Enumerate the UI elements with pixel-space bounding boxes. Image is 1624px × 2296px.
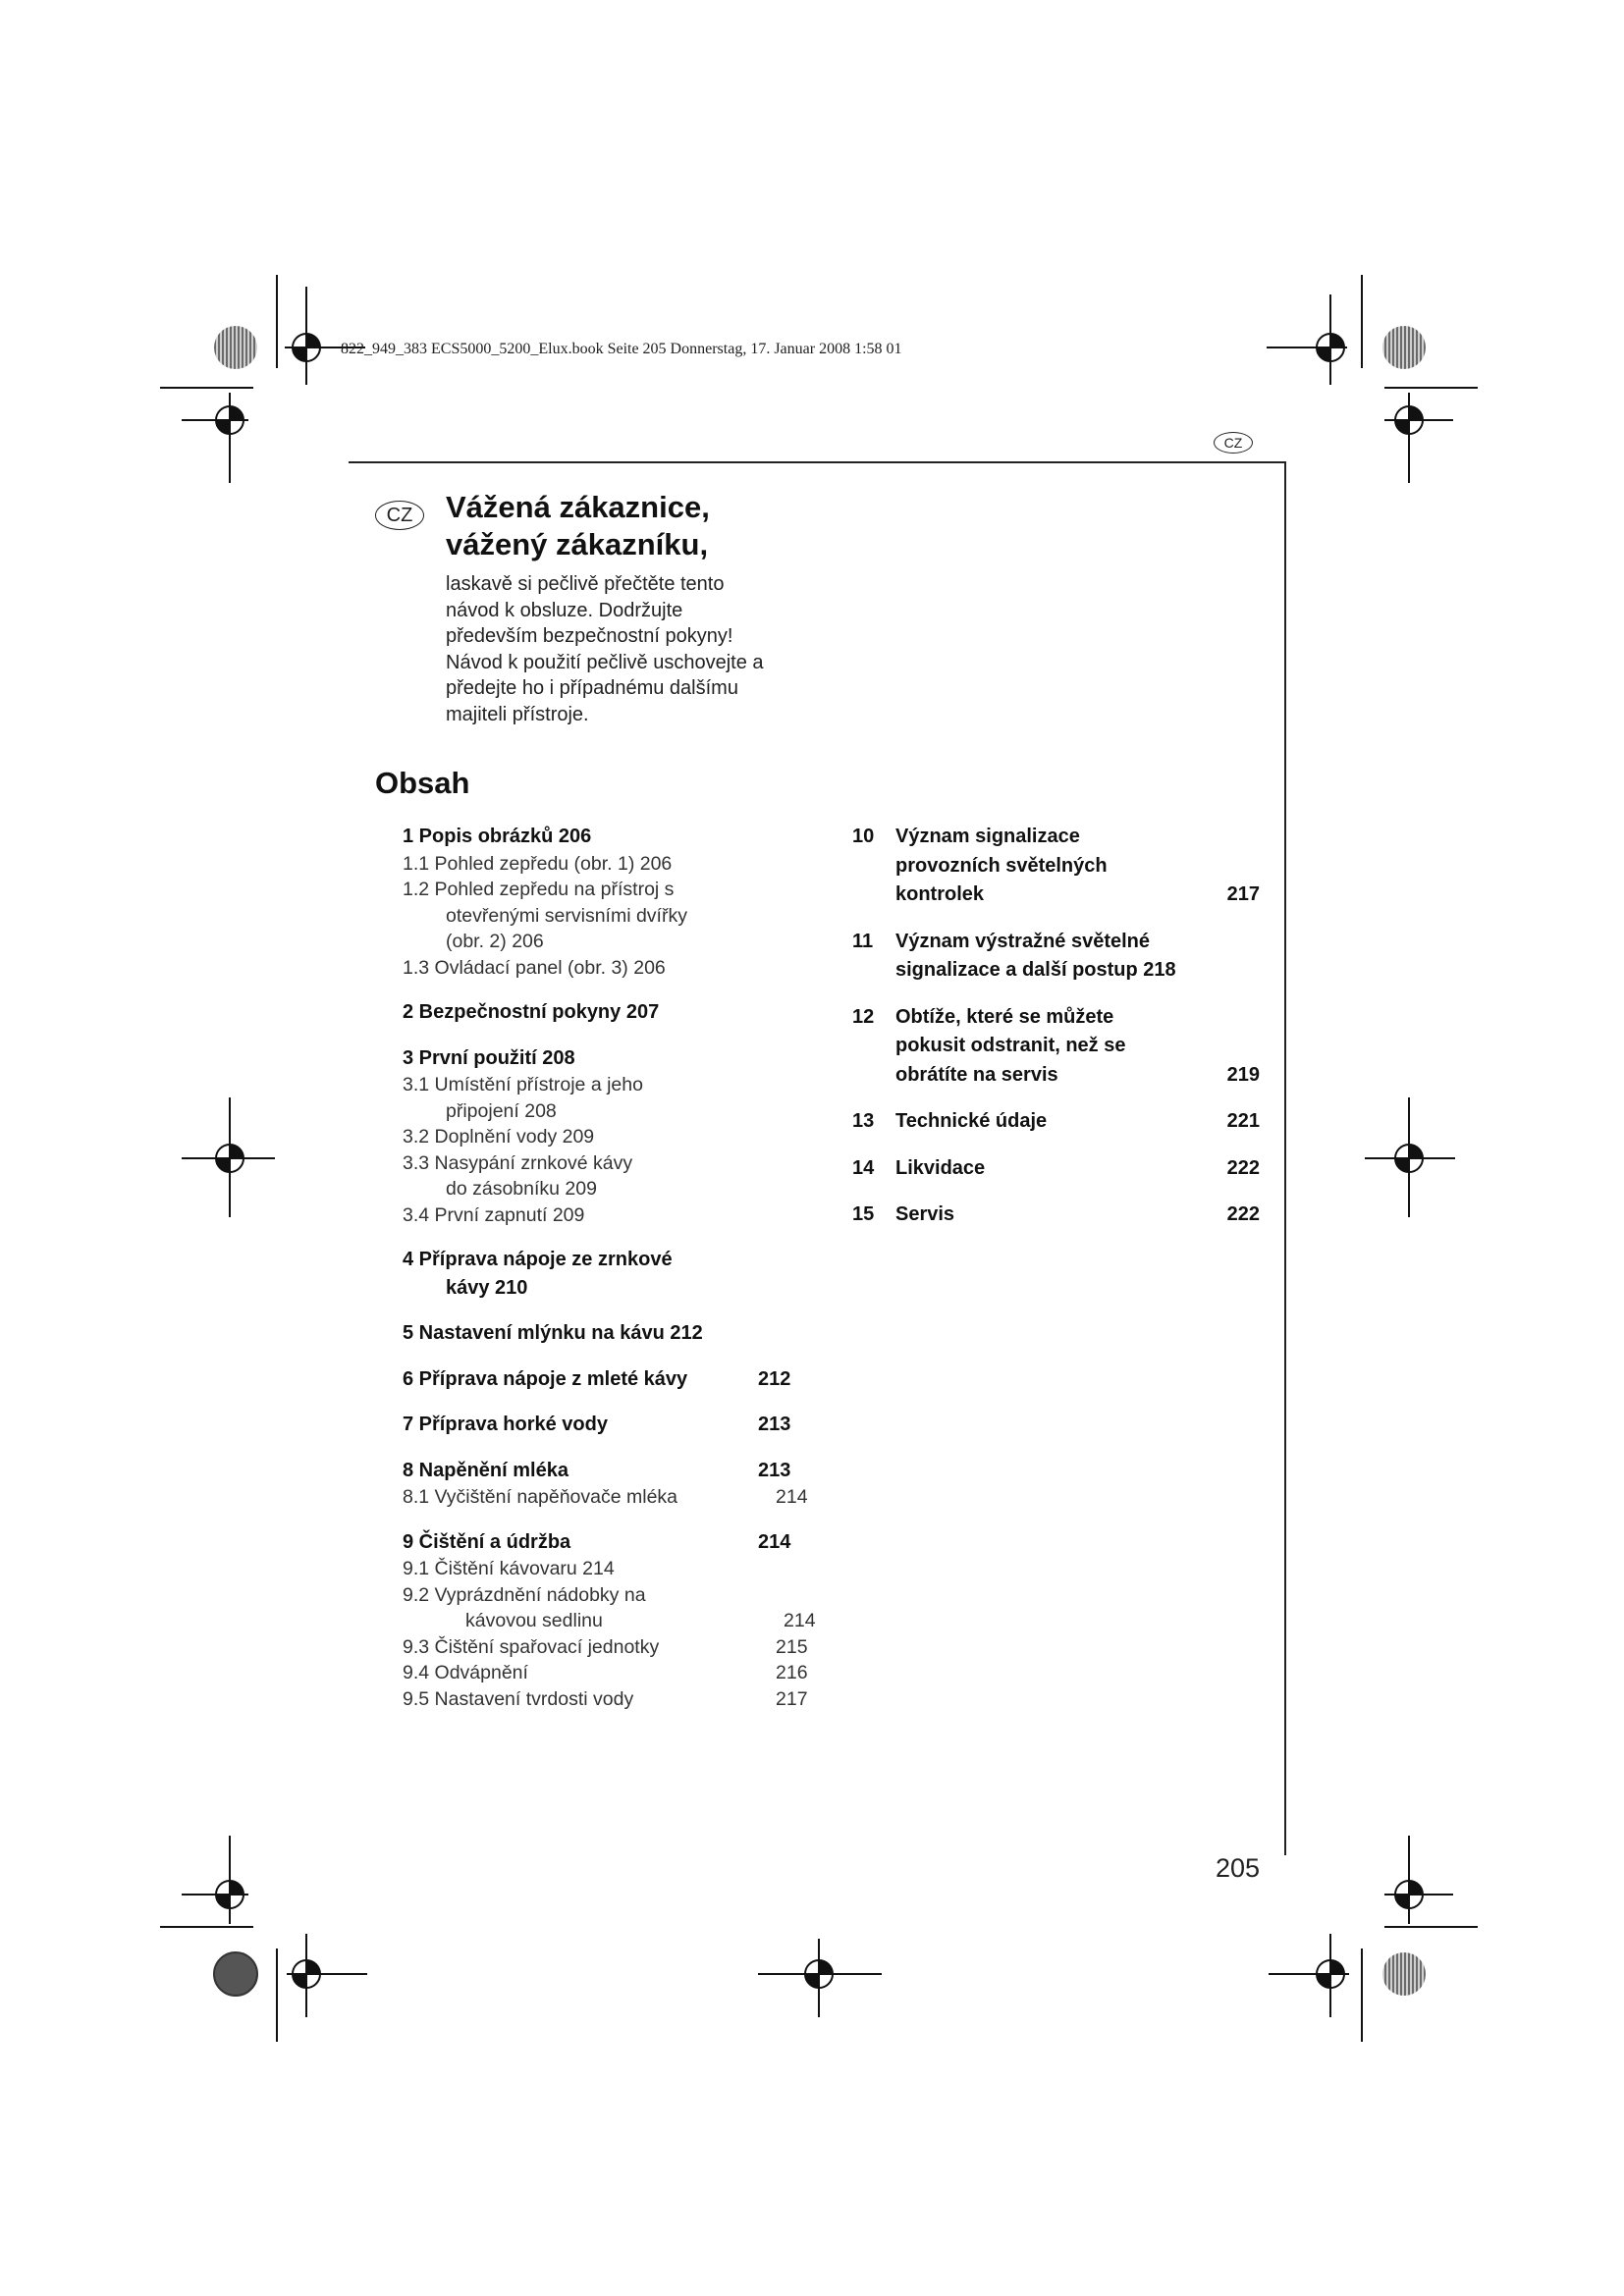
toc-page-number: 213 <box>758 1459 791 1481</box>
toc-sub-title: 9.5 Nastavení tvrdosti vody <box>403 1687 634 1710</box>
toc-title: Obsah <box>375 766 470 800</box>
toc-sub-1-2-cont[interactable]: (obr. 2) 206 <box>446 931 544 952</box>
toc-sub-1-3[interactable]: 1.3 Ovládací panel (obr. 3) 206 <box>403 956 666 979</box>
toc-section-8[interactable] <box>403 1457 815 1485</box>
greeting-heading <box>446 489 710 563</box>
toc-section-7[interactable] <box>403 1411 815 1439</box>
greeting-line-1: Vážená zákaznice, <box>446 490 710 524</box>
toc-section-13[interactable] <box>852 1107 1260 1137</box>
toc-section-4[interactable]: 4 Příprava nápoje ze zrnkové <box>403 1249 673 1270</box>
intro-line: především bezpečnostní pokyny! <box>446 625 733 647</box>
toc-sub-1-2[interactable]: 1.2 Pohled zepředu na přístroj s <box>403 879 675 900</box>
toc-sub-8-1[interactable] <box>403 1484 815 1511</box>
toc-section-line: Význam signalizace <box>895 826 1080 847</box>
toc-section-number: 13 <box>852 1110 875 1132</box>
toc-right-column <box>852 823 1260 1248</box>
toc-section-1[interactable]: 1 Popis obrázků 206 <box>403 826 592 847</box>
toc-sub-3-1-cont[interactable]: připojení 208 <box>446 1099 557 1122</box>
toc-section-2[interactable]: 2 Bezpečnostní pokyny 207 <box>403 1001 660 1023</box>
toc-page-number: 222 <box>1226 1203 1260 1225</box>
toc-sub-title: 9.3 Čištění spařovací jednotky <box>403 1635 660 1658</box>
toc-sub-3-3-cont[interactable]: do zásobníku 209 <box>446 1178 597 1200</box>
toc-section-line: provozních světelných <box>895 854 1108 877</box>
toc-section-10[interactable] <box>852 823 1260 910</box>
page-number: 205 <box>1216 1853 1261 1883</box>
country-badge-heading: CZ <box>375 501 424 530</box>
toc-sub-9-2[interactable]: 9.2 Vyprázdnění nádobky na <box>403 1583 646 1606</box>
toc-page-number: 214 <box>758 1530 791 1553</box>
toc-section-number: 12 <box>852 1005 875 1028</box>
toc-page-number: 213 <box>758 1414 791 1435</box>
toc-page-number: 212 <box>758 1367 791 1390</box>
toc-page-number: 214 <box>776 1486 808 1508</box>
toc-sub-1-2-cont[interactable]: otevřenými servisními dvířky <box>446 904 687 927</box>
toc-sub-3-4[interactable]: 3.4 První zapnutí 209 <box>403 1203 585 1226</box>
toc-left-column <box>403 823 815 1712</box>
toc-section-line: kontrolek <box>895 883 985 905</box>
toc-section-title: 6 Příprava nápoje z mleté kávy <box>403 1367 688 1390</box>
toc-page-number: 215 <box>776 1635 808 1658</box>
greeting-line-2: vážený zákazníku, <box>446 527 709 561</box>
intro-line: Návod k použití pečlivě uschovejte a <box>446 651 764 673</box>
toc-section-line: Obtíže, které se můžete <box>895 1005 1114 1028</box>
toc-sub-9-5[interactable] <box>403 1686 815 1713</box>
toc-section-15[interactable] <box>852 1201 1260 1230</box>
toc-section-number: 15 <box>852 1203 875 1225</box>
toc-page-number: 221 <box>1226 1110 1260 1132</box>
toc-page-number: 216 <box>776 1662 808 1683</box>
toc-section-title: 9 Čištění a údržba <box>403 1530 571 1553</box>
toc-sub-title: kávovou sedlinu <box>465 1610 603 1631</box>
intro-line: předejte ho i případnému dalšímu <box>446 677 738 699</box>
toc-section-title: Technické údaje <box>895 1110 1048 1132</box>
toc-section-line: obrátíte na servis <box>895 1063 1058 1086</box>
frame-top-rule <box>349 461 1286 463</box>
intro-line: laskavě si pečlivě přečtěte tento <box>446 573 725 595</box>
toc-section-3[interactable]: 3 První použití 208 <box>403 1046 575 1069</box>
toc-section-5[interactable]: 5 Nastavení mlýnku na kávu 212 <box>403 1322 703 1344</box>
intro-line: majiteli přístroje. <box>446 703 589 725</box>
toc-sub-1-1[interactable]: 1.1 Pohled zepředu (obr. 1) 206 <box>403 852 673 875</box>
country-badge-top: CZ <box>1214 432 1253 454</box>
toc-sub-9-2-cont[interactable] <box>403 1608 823 1634</box>
frame-right-rule <box>1284 461 1286 1855</box>
toc-section-4-cont[interactable]: kávy 210 <box>446 1276 528 1299</box>
toc-page-number: 214 <box>784 1610 816 1631</box>
toc-page-number: 219 <box>1226 1063 1260 1086</box>
toc-sub-3-2[interactable]: 3.2 Doplnění vody 209 <box>403 1126 595 1148</box>
toc-sub-9-1[interactable]: 9.1 Čištění kávovaru 214 <box>403 1558 615 1579</box>
toc-section-title: Servis <box>895 1203 955 1225</box>
toc-section-number: 11 <box>852 930 874 952</box>
toc-section-9[interactable] <box>403 1528 815 1557</box>
toc-page-number: 217 <box>776 1687 808 1710</box>
toc-section-6[interactable] <box>403 1365 815 1394</box>
file-info-line: 822_949_383 ECS5000_5200_Elux.book Seite 205 Donnerstag, 17. Januar 2008 1:58 01 <box>341 341 902 357</box>
toc-section-number: 10 <box>852 826 875 847</box>
toc-section-line: Význam výstražné světelné <box>895 930 1151 952</box>
toc-section-line: pokusit odstranit, než se <box>895 1035 1126 1056</box>
toc-section-14[interactable] <box>852 1154 1260 1184</box>
toc-section-11[interactable] <box>852 928 1260 986</box>
toc-sub-9-3[interactable] <box>403 1634 815 1661</box>
toc-section-line: signalizace a další postup 218 <box>895 959 1176 981</box>
intro-paragraph <box>446 571 839 727</box>
toc-page-number: 217 <box>1226 883 1260 905</box>
toc-section-12[interactable] <box>852 1003 1260 1091</box>
toc-sub-title: 8.1 Vyčištění napěňovače mléka <box>403 1486 678 1508</box>
toc-sub-9-4[interactable] <box>403 1660 815 1686</box>
toc-page-number: 222 <box>1226 1156 1260 1179</box>
toc-sub-title: 9.4 Odvápnění <box>403 1662 528 1683</box>
toc-sub-3-3[interactable]: 3.3 Nasypání zrnkové kávy <box>403 1151 633 1174</box>
toc-section-title: 7 Příprava horké vody <box>403 1414 608 1435</box>
intro-line: návod k obsluze. Dodržujte <box>446 599 683 621</box>
toc-sub-3-1[interactable]: 3.1 Umístění přístroje a jeho <box>403 1074 643 1095</box>
toc-section-title: 8 Napěnění mléka <box>403 1459 568 1481</box>
toc-section-number: 14 <box>852 1156 875 1179</box>
toc-section-title: Likvidace <box>895 1156 986 1179</box>
